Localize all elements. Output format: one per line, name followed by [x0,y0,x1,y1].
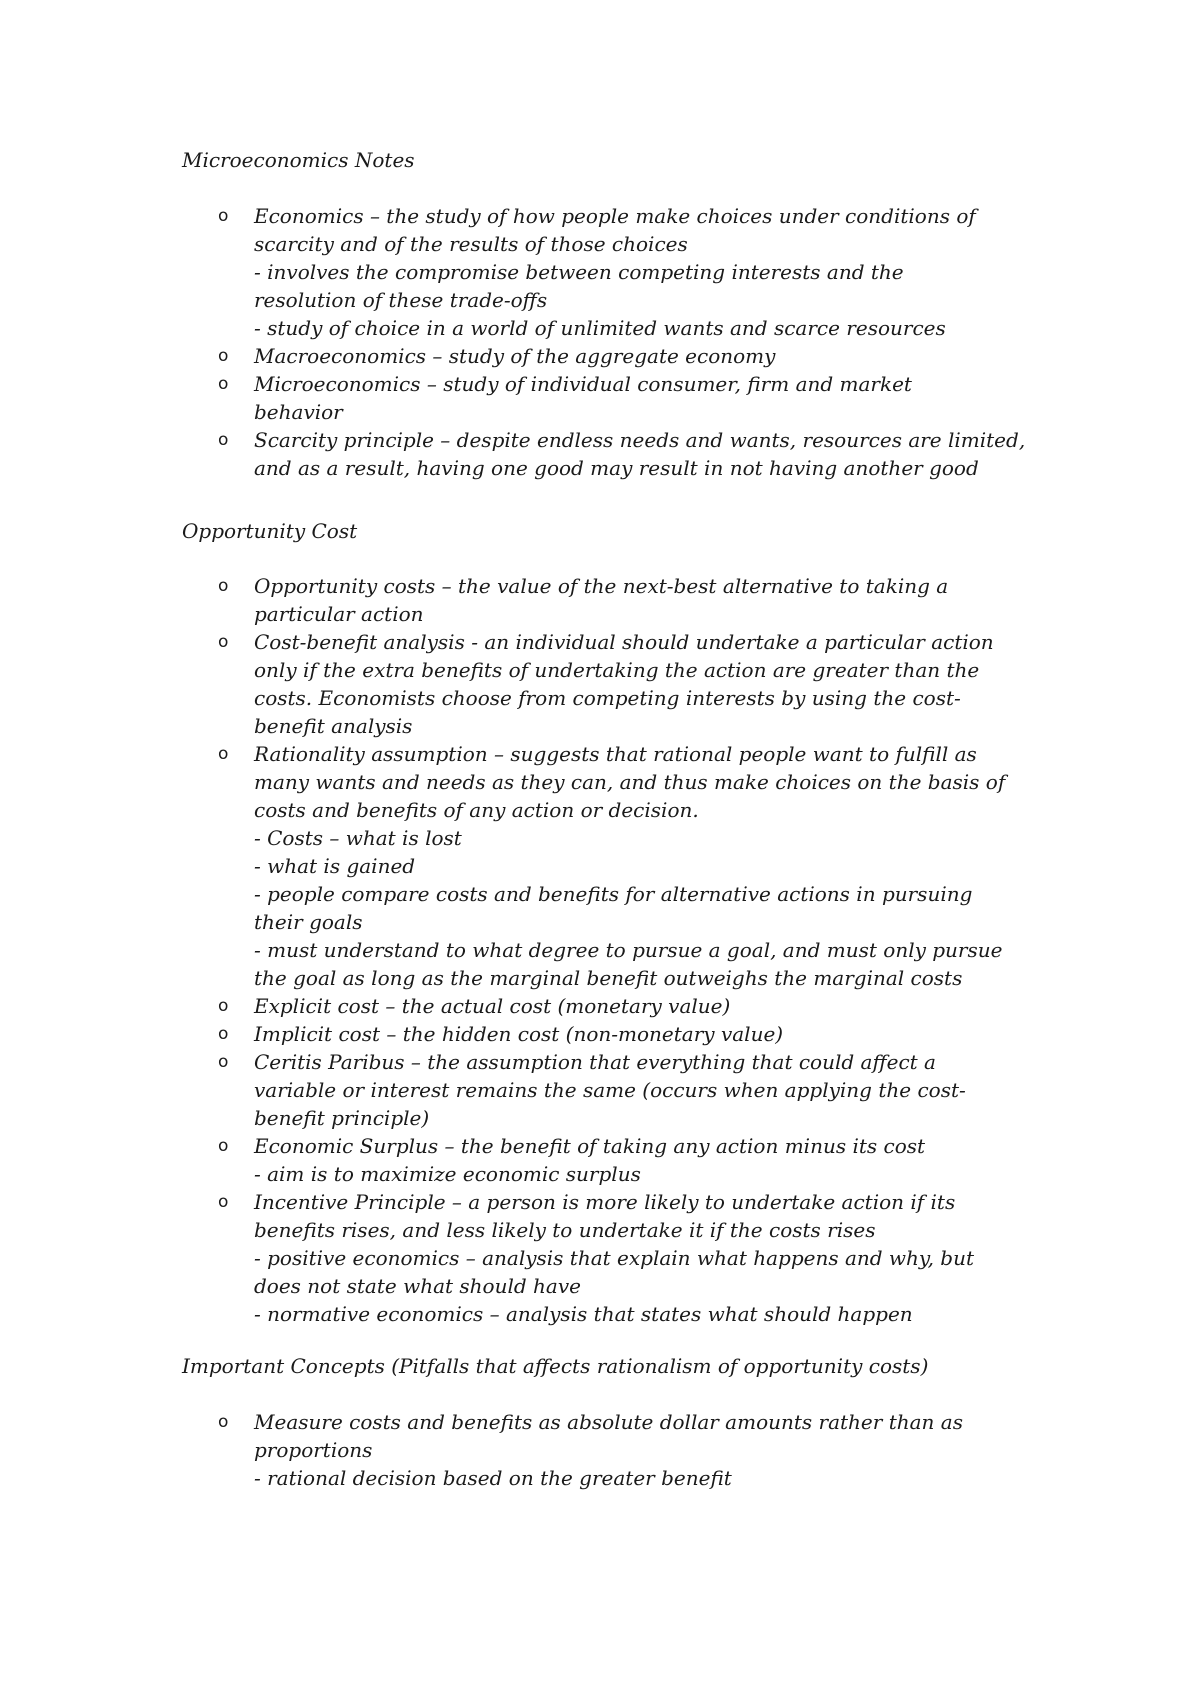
list-item [218,370,1038,426]
list-item-line: variable or interest remains the same (occurs when applying the cost- [254,1078,966,1102]
list-item-line: - study of choice in a world of unlimited wants and scarce resources [254,316,946,340]
list-item-line: many wants and needs as they can, and thus make choices on the basis of [254,770,1006,794]
list-item-line: - positive economics – analysis that explain what happens and why, but [254,1246,975,1270]
list-item-line: Rationality assumption – suggests that rational people want to fulfill as [254,742,977,766]
section-list-important-concepts [218,1408,1038,1492]
list-item-line: behavior [254,400,343,424]
section-title-opportunity-cost: Opportunity Cost [182,519,358,543]
list-item-line: Opportunity costs – the value of the next-best alternative to taking a [254,574,949,598]
bullet-icon: o [218,1412,229,1432]
list-item-line: Scarcity principle – despite endless needs and wants, resources are limited, [254,428,1026,452]
list-item-line: particular action [254,602,424,626]
bullet-icon: o [218,206,229,226]
list-item-line: - what is gained [254,854,416,878]
bullet-icon: o [218,1136,229,1156]
list-item-line: Cost-benefit analysis - an individual should undertake a particular action [254,630,994,654]
list-item-line: Economics – the study of how people make choices under conditions of [254,204,976,228]
bullet-icon: o [218,576,229,596]
list-item-line: - must understand to what degree to pursue a goal, and must only pursue [254,938,1003,962]
list-item [218,992,1038,1020]
list-item [218,572,1038,628]
list-item-line: the goal as long as the marginal benefit outweighs the marginal costs [254,966,963,990]
list-item-line: Incentive Principle – a person is more likely to undertake action if its [254,1190,956,1214]
list-item [218,740,1038,992]
list-item-line: costs. Economists choose from competing interests by using the cost- [254,686,961,710]
bullet-icon: o [218,1024,229,1044]
section-title-microeconomics-notes: Microeconomics Notes [182,148,415,172]
bullet-icon: o [218,430,229,450]
list-item [218,1408,1038,1492]
list-item-line: Measure costs and benefits as absolute dollar amounts rather than as [254,1410,963,1434]
list-item-line: does not state what should have [254,1274,581,1298]
bullet-icon: o [218,632,229,652]
list-item-line: benefits rises, and less likely to undertake it if the costs rises [254,1218,876,1242]
bullet-icon: o [218,1192,229,1212]
section-title-important-concepts: Important Concepts (Pitfalls that affects rationalism of opportunity costs) [182,1354,929,1378]
list-item-line: their goals [254,910,363,934]
list-item [218,1188,1038,1328]
list-item-line: Ceritis Paribus – the assumption that everything that could affect a [254,1050,936,1074]
list-item-line: Implicit cost – the hidden cost (non-monetary value) [254,1022,784,1046]
bullet-icon: o [218,996,229,1016]
list-item [218,202,1038,342]
list-item-line: Explicit cost – the actual cost (monetary value) [254,994,731,1018]
list-item [218,342,1038,370]
list-item-line: benefit analysis [254,714,413,738]
list-item-line: Economic Surplus – the benefit of taking any action minus its cost [254,1134,926,1158]
section-list-microeconomics-notes [218,202,1038,482]
bullet-icon: o [218,1052,229,1072]
list-item-line: - rational decision based on the greater benefit [254,1466,732,1490]
list-item-line: and as a result, having one good may result in not having another good [254,456,979,480]
list-item-line: scarcity and of the results of those choices [254,232,688,256]
list-item-line: benefit principle) [254,1106,430,1130]
list-item [218,1132,1038,1188]
list-item [218,1048,1038,1132]
bullet-icon: o [218,744,229,764]
list-item [218,628,1038,740]
list-item [218,426,1038,482]
list-item [218,1020,1038,1048]
list-item-line: costs and benefits of any action or decision. [254,798,699,822]
list-item-line: - aim is to maximize economic surplus [254,1162,641,1186]
list-item-line: - Costs – what is lost [254,826,462,850]
bullet-icon: o [218,346,229,366]
list-item-line: Macroeconomics – study of the aggregate economy [254,344,776,368]
list-item-line: - normative economics – analysis that states what should happen [254,1302,913,1326]
list-item-line: - involves the compromise between competing interests and the [254,260,904,284]
list-item-line: - people compare costs and benefits for alternative actions in pursuing [254,882,973,906]
list-item-line: Microeconomics – study of individual consumer, firm and market [254,372,912,396]
list-item-line: only if the extra benefits of undertaking the action are greater than the [254,658,980,682]
section-list-opportunity-cost [218,572,1038,1328]
bullet-icon: o [218,374,229,394]
list-item-line: resolution of these trade-offs [254,288,548,312]
list-item-line: proportions [254,1438,373,1462]
